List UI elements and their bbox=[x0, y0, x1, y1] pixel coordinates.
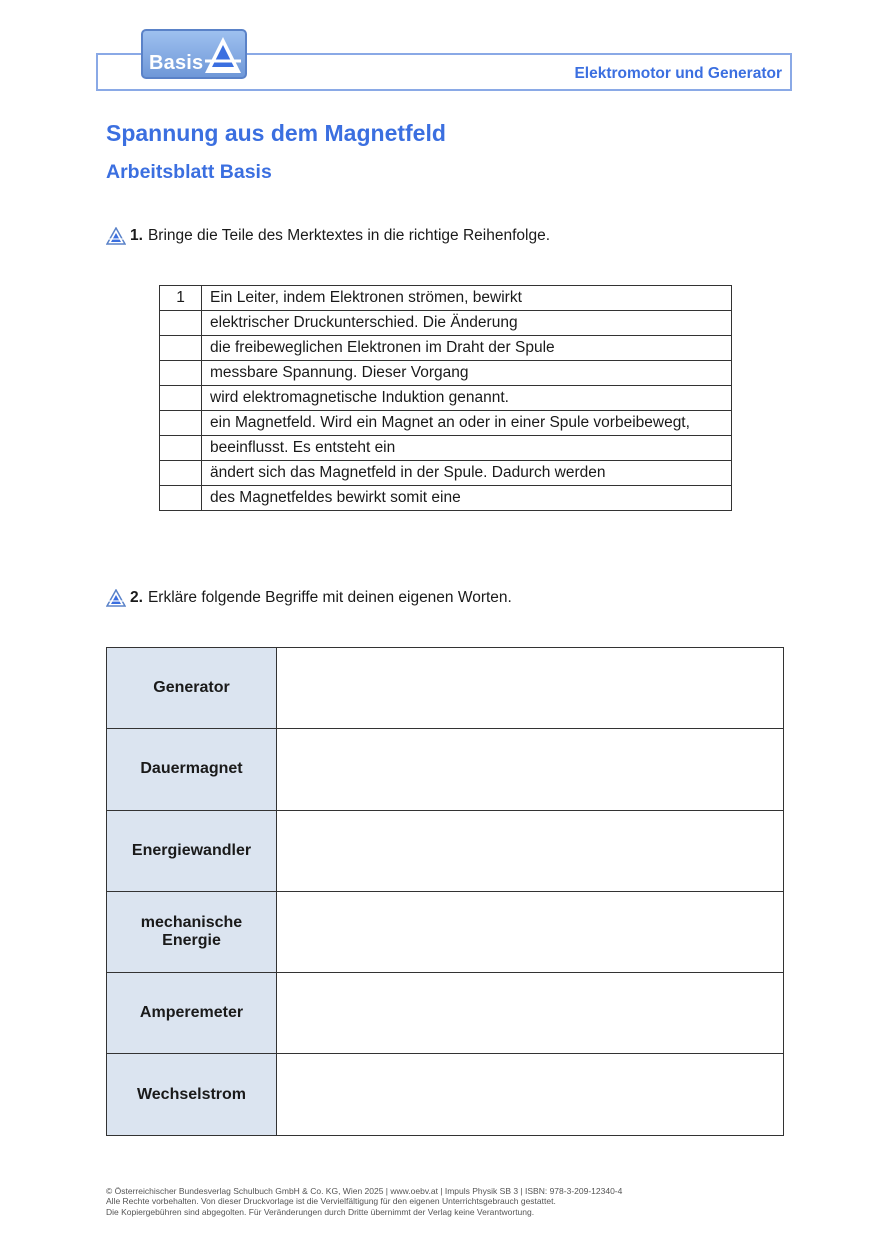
table-row bbox=[107, 648, 784, 729]
answer-field[interactable] bbox=[277, 1054, 784, 1135]
table-row bbox=[160, 336, 732, 361]
order-number-cell[interactable] bbox=[160, 336, 202, 361]
table-row bbox=[160, 286, 732, 311]
table-row bbox=[107, 729, 784, 810]
answer-field[interactable] bbox=[277, 973, 784, 1054]
order-number-cell[interactable]: 1 bbox=[160, 286, 202, 311]
term-cell bbox=[107, 648, 277, 729]
text-cell: des Magnetfeldes bewirkt somit eine bbox=[202, 486, 732, 511]
term-cell bbox=[107, 1054, 277, 1135]
term-cell bbox=[107, 891, 277, 972]
page-subtitle: Arbeitsblatt Basis bbox=[106, 161, 272, 183]
answer-field[interactable] bbox=[277, 810, 784, 891]
text-cell: beeinflusst. Es entsteht ein bbox=[202, 436, 732, 461]
term-label: Wechselstrom bbox=[136, 1085, 247, 1103]
text-cell: ein Magnetfeld. Wird ein Magnet an oder in einer Spule vorbeibewegt, bbox=[202, 411, 732, 436]
table-row bbox=[160, 311, 732, 336]
term-label: Energiewandler bbox=[131, 841, 252, 859]
order-number-cell[interactable] bbox=[160, 486, 202, 511]
basis-level-icon bbox=[106, 227, 126, 245]
term-label: Amperemeter bbox=[139, 1004, 244, 1022]
header-title: Elektromotor und Generator bbox=[574, 65, 782, 82]
logo-text: Basis bbox=[149, 52, 204, 74]
table-row bbox=[160, 486, 732, 511]
order-number-cell[interactable] bbox=[160, 361, 202, 386]
ordering-table bbox=[159, 285, 732, 511]
term-cell bbox=[107, 973, 277, 1054]
footer-disclaimer: Die Kopiergebühren sind abgegolten. Für Veränderungen durch Dritte übernimmt der Verlag keine Verantwortung. bbox=[106, 1206, 535, 1217]
table-row bbox=[160, 386, 732, 411]
order-number-cell[interactable] bbox=[160, 386, 202, 411]
basis-level-icon bbox=[106, 589, 126, 607]
task-instruction: Bringe die Teile des Merktextes in die richtige Reihenfolge. bbox=[147, 227, 551, 244]
text-cell: wird elektromagnetische Induktion genannt. bbox=[202, 386, 732, 411]
page-title: Spannung aus dem Magnetfeld bbox=[106, 120, 446, 146]
table-row bbox=[107, 810, 784, 891]
term-cell bbox=[107, 729, 277, 810]
task-number: 2. bbox=[130, 589, 143, 606]
term-label-line2: Energie bbox=[162, 932, 221, 950]
table-row bbox=[107, 1054, 784, 1135]
footer-copyright: © Österreichischer Bundesverlag Schulbuch GmbH & Co. KG, Wien 2025 | www.oebv.at | Impuls Physik SB 3 | ISBN: 978-3-209-12340-4 bbox=[106, 1186, 623, 1196]
task-2 bbox=[106, 589, 512, 607]
footer bbox=[106, 1186, 622, 1217]
term-label: mechanische bbox=[140, 914, 243, 932]
term-label: Generator bbox=[153, 679, 230, 697]
basis-logo bbox=[141, 29, 247, 79]
order-number-cell[interactable] bbox=[160, 311, 202, 336]
terms-table bbox=[106, 647, 784, 1136]
order-number-cell[interactable] bbox=[160, 436, 202, 461]
order-number-cell[interactable] bbox=[160, 411, 202, 436]
text-cell: messbare Spannung. Dieser Vorgang bbox=[202, 361, 732, 386]
text-cell: Ein Leiter, indem Elektronen strömen, bewirkt bbox=[202, 286, 732, 311]
table-row bbox=[160, 436, 732, 461]
answer-field[interactable] bbox=[277, 729, 784, 810]
term-cell bbox=[107, 810, 277, 891]
table-row bbox=[160, 411, 732, 436]
table-row bbox=[160, 461, 732, 486]
footer-rights: Alle Rechte vorbehalten. Von dieser Druckvorlage ist die Vervielfältigung für den eigenen Unterrichtsgebrauch gestattet. bbox=[106, 1196, 556, 1207]
text-cell: ändert sich das Magnetfeld in der Spule. Dadurch werden bbox=[202, 461, 732, 486]
answer-field[interactable] bbox=[277, 648, 784, 729]
task-number: 1. bbox=[130, 227, 143, 244]
task-1 bbox=[106, 227, 550, 245]
text-cell: elektrischer Druckunterschied. Die Änderung bbox=[202, 311, 732, 336]
text-cell: die freibeweglichen Elektronen im Draht der Spule bbox=[202, 336, 732, 361]
term-label: Dauermagnet bbox=[140, 760, 243, 778]
table-row bbox=[107, 973, 784, 1054]
task-instruction: Erkläre folgende Begriffe mit deinen eigenen Worten. bbox=[147, 589, 512, 606]
answer-field[interactable] bbox=[277, 891, 784, 972]
order-number-cell[interactable] bbox=[160, 461, 202, 486]
table-row bbox=[160, 361, 732, 386]
table-row bbox=[107, 891, 784, 972]
pyramid-logo-icon bbox=[203, 35, 243, 75]
